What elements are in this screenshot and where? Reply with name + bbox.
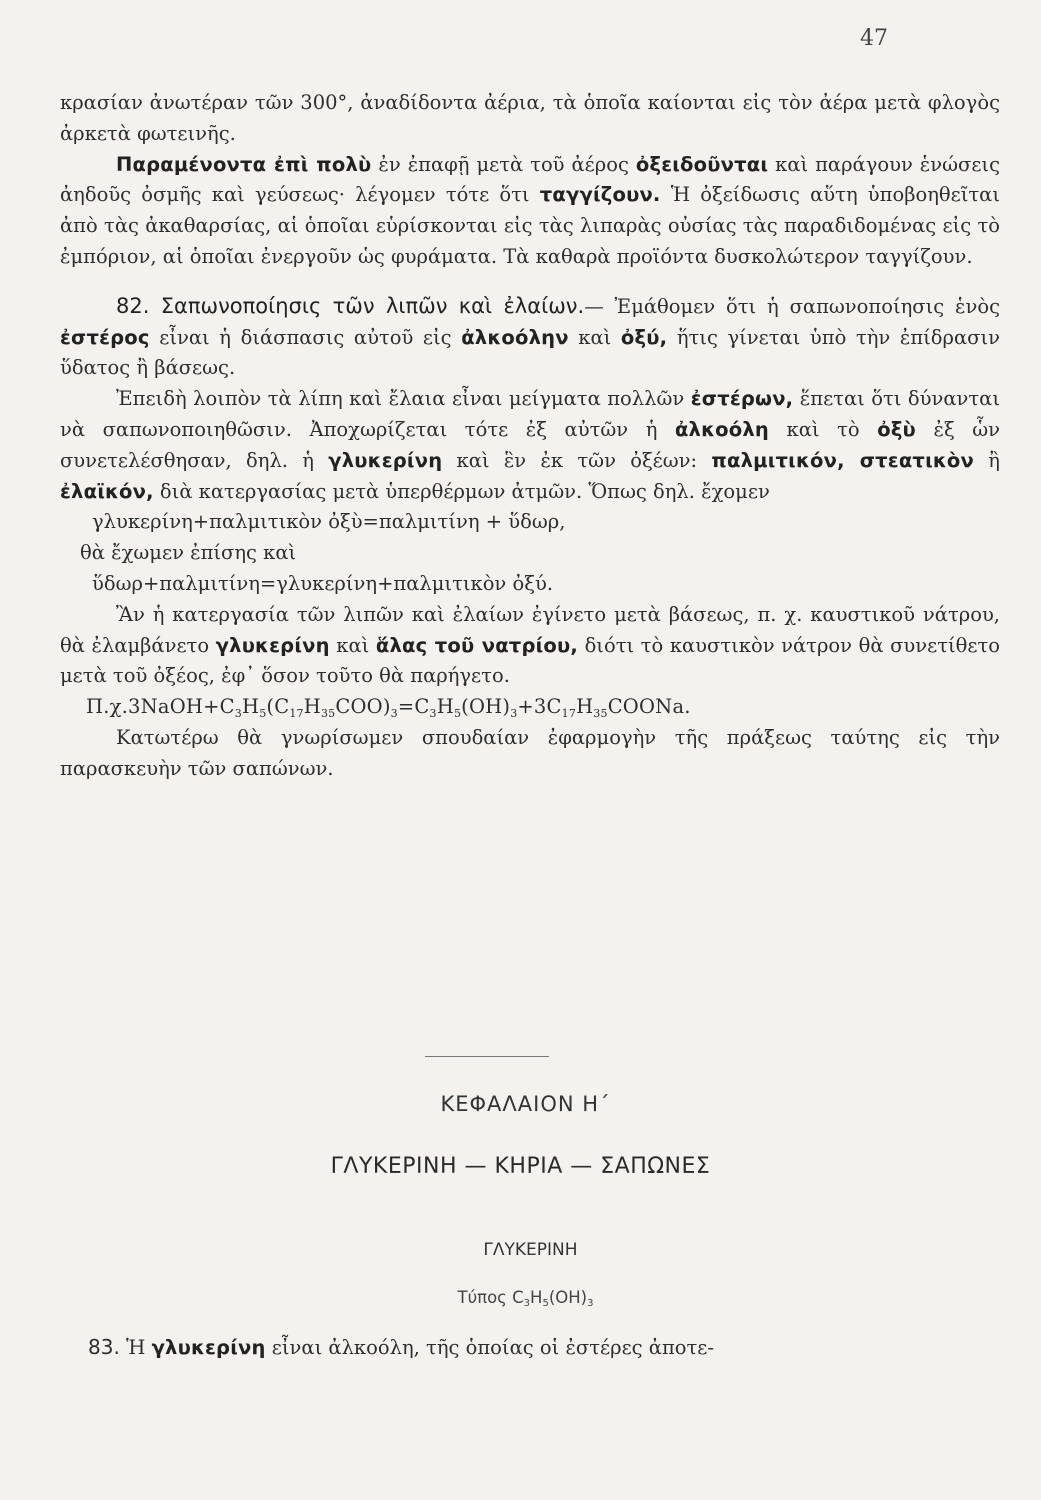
formula-line-1: γλυκερίνη+παλμιτικὸν ὀξὺ=παλμιτίνη + ὕδωρ, (92, 510, 566, 534)
paragraph-number-83: 83. (88, 1335, 120, 1359)
paragraph-base: Ἂν ἡ κατεργασία τῶν λιπῶν καὶ ἐλαίων ἐγίνετο μετὰ βάσεως, π. χ. καυστικοῦ νάτρου, θὰ ἐλαμβάνετο γλυκερίνη καὶ ἅλας τοῦ νατρίου, διότι τὸ καυστικὸν νάτρον θὰ συνετίθετο μετὰ τοῦ ὀξέος, ἐφ᾽ ὅσον τοῦτο θὰ παρήγετο. (60, 602, 1000, 688)
paragraph-rancidity: Παραμένοντα ἐπὶ πολὺ ἐν ἐπαφῇ μετὰ τοῦ ἀέρος ὀξειδοῦνται καὶ παράγουν ἑνώσεις ἀηδοῦς ὀσμῆς καὶ γεύσεως· λέγομεν τότε ὅτι ταγγίζουν. Ἡ ὀξείδωσις αὕτη ὑποβοηθεῖται ἀπὸ τὰς ἀκαθαρσίας, αἱ ὁποῖαι εὑρίσκονται εἰς τὰς λιπαρὰς οὐσίας τὰς παραδιδομένας εἰς τὸ ἐμπόριον, αἱ ὁποῖαι ἐνεργοῦν ὡς φυράματα. Τὰ καθαρὰ προϊόντα δυσκολώτερον ταγγίζουν. (60, 152, 1000, 268)
glycerine-formula: Τύπος $C_3H_5(OH)_3$ (457, 1288, 594, 1309)
chemical-equation: $\Pi.\chi.3NaOH+C_3H_5(C_{17}H_{35}COO)_3=C_3H_5(OH)_3+3C_{17}H_{35}COONa$. (86, 695, 691, 721)
chapter-title: ΓΛΥΚΕΡΙΝΗ — ΚΗΡΙΑ — ΣΑΠΩΝΕΣ (330, 1154, 711, 1179)
chapter-label: ΚΕΦΑΛΑΙΟΝ Η΄ (440, 1092, 611, 1116)
paragraph-continuation: κρασίαν ἀνωτέραν τῶν 300°, ἀναδίδοντα ἀέρια, τὰ ὁποῖα καίονται εἰς τὸν ἀέρα μετὰ φλογὸς ἀρκετὰ φωτεινῆς. (60, 91, 1000, 145)
divider-line (425, 1056, 549, 1057)
paragraph-fats-oils: Ἐπειδὴ λοιπὸν τὰ λίπη καὶ ἔλαια εἶναι μείγματα πολλῶν ἐστέρων, ἕπεται ὅτι δύνανται νὰ σαπωνοποιηθῶσιν. Ἀποχωρίζεται τότε ἐξ αὐτῶν ἡ ἀλκοόλη καὶ τὸ ὀξὺ ἐξ ὧν συνετελέσθησαν, δηλ. ἡ γλυκερίνη καὶ ἓν ἐκ τῶν ὀξέων: παλμιτικόν, στεατικὸν ἢ ἐλαϊκόν, διὰ κατεργασίας μετὰ ὑπερθέρμων ἀτμῶν. Ὅπως δηλ. ἔχομεν (60, 387, 1001, 503)
paragraph-soap-application: Κατωτέρω θὰ γνωρίσωμεν σπουδαίαν ἐφαρμογὴν τῆς πράξεως ταύτης εἰς τὴν παρασκευὴν τῶν σαπώνων. (60, 725, 1000, 780)
paragraph-83: 83. Ἡ γλυκερίνη εἶναι ἀλκοόλη, τῆς ὁποίας οἱ ἐστέρες ἀποτε- (88, 1335, 714, 1359)
body-text (60, 88, 1000, 785)
page-number: 47 (860, 26, 888, 51)
section-heading-82: 82. Σαπωνοποίησις τῶν λιπῶν καὶ ἐλαίων. (116, 293, 585, 318)
section-title: ΓΛΥΚΕΡΙΝΗ (483, 1240, 578, 1260)
formula-intro: θὰ ἔχωμεν ἐπίσης καὶ (80, 541, 297, 565)
paragraph-saponification: 82. Σαπωνοποίησις τῶν λιπῶν καὶ ἐλαίων.— Ἐμάθομεν ὅτι ἡ σαπωνοποίησις ἑνὸς ἐστέρος εἶναι ἡ διάσπασις αὐτοῦ εἰς ἀλκοόλην καὶ ὀξύ, ἥτις γίνεται ὑπὸ τὴν ἐπίδρασιν ὕδατος ἢ βάσεως. (60, 293, 1000, 380)
formula-line-2: ὕδωρ+παλμιτίνη=γλυκερίνη+παλμιτικὸν ὀξύ. (92, 571, 554, 595)
